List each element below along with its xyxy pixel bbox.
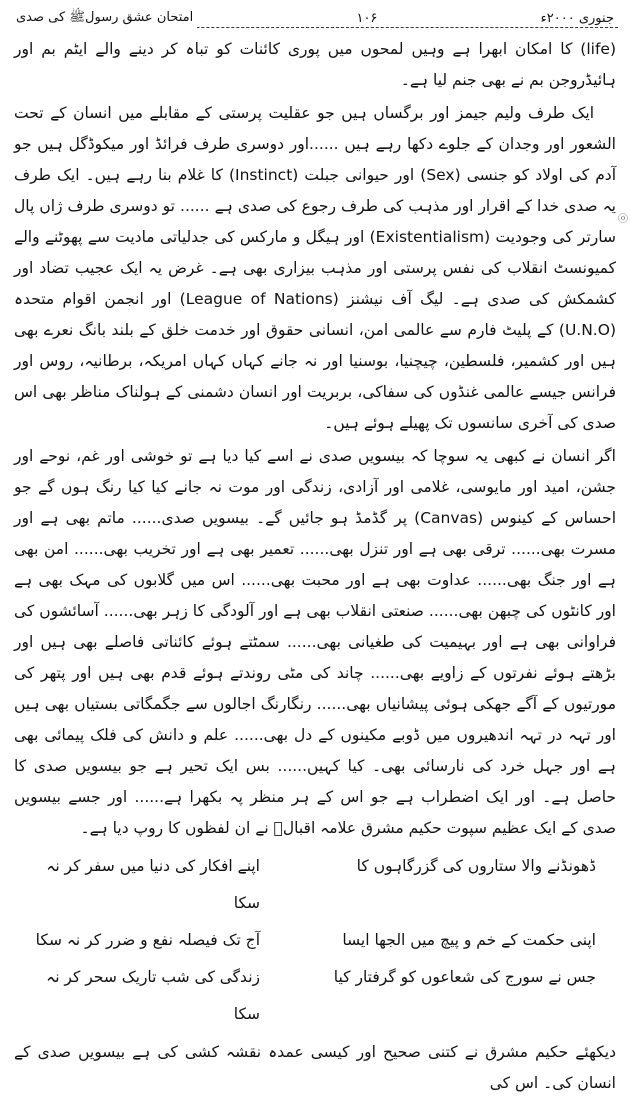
verse-1-first: ڈھونڈنے والا ستاروں کی گزرگاہوں کا <box>356 857 596 875</box>
header-title: امتحان عشق رسولﷺ کی صدی <box>12 9 197 28</box>
page-number: ۱۰۶ <box>352 11 381 26</box>
poem <box>34 848 596 1033</box>
page-header <box>12 6 618 30</box>
article-body <box>14 34 617 1092</box>
verse-2-second: آج تک فیصلہ نفع و ضرر کر نہ سکا <box>35 931 260 949</box>
closing-line: دیکھئے حکیم مشرق نے کتنی صحیح اور کیسی عمدہ نقشہ کشی کی ہے بیسویں صدی کے انسان کی۔ اس کی <box>14 1043 616 1092</box>
verse-3-first: جس نے سورج کی شعاعوں کو گرفتار کیا <box>333 968 596 986</box>
paragraph-2: ایک طرف ولیم جیمز اور برگساں ہیں جو عقلیت پرستی کے مقابلے میں انسان کے تحت الشعور اور وجدان کے جلوے دکھا رہے ہیں ......اور دوسری طرف فرائڈ اور میکوڈگل ہیں جو آدم کی اولاد کو جنسی (Sex) اور حیوانی جبلت (Instinct) کا غلام بنا رہے ہیں۔ ایک طرف یہ صدی خدا کے اقرار اور مذہب کی طرف رجوع کی صدی ہے ...... تو دوسری طرف ژاں پال سارتر کی وجودیت (Existentialism) اور ہیگل و مارکس کی جدلیاتی مادیت سے پھوٹنے والے کمیونسٹ انقلاب کی نفس پرستی اور مذہب بیزاری بھی ہے۔ غرض یہ ایک عجیب تضاد اور کشمکش کی صدی ہے۔ لیگ آف نیشنز (League of Nations) اور انجمن اقوام متحدہ (U.N.O) کے پلیٹ فارم سے عالمی امن، انسانی حقوق اور خدمت خلق کے بلند بانگ نعرے بھی ہیں اور کشمیر، فلسطین، چیچنیا، بوسنیا اور نہ جانے کہاں کہاں امریکہ، برطانیہ، روس اور فرانس جیسے عالمی غنڈوں کی سفاکی، بربریت اور انسان دشمنی کے ہولناک مناظر بھی اس صدی کی آخری سانسوں تک پھیلے ہوئے ہیں۔ <box>14 104 617 432</box>
verse-1-second: اپنے افکار کی دنیا میں سفر کر نہ سکا <box>46 857 260 912</box>
paragraph-1: (life) کا امکان ابھرا ہے وہیں لمحوں میں پوری کائنات کو تباہ کر دینے والے ایٹم بم اور ہائیڈروجن بم نے بھی جنم لیا ہے۔ <box>14 40 616 89</box>
verse-3-second: زندگی کی شب تاریک سحر کر نہ سکا <box>46 968 260 1023</box>
header-date: جنوری ۲۰۰۰ء <box>537 11 618 26</box>
verse-2-first: اپنی حکمت کے خم و پیچ میں الجھا ایسا <box>342 931 596 949</box>
margin-mark: ⓞ <box>618 214 628 225</box>
paragraph-3: اگر انسان نے کبھی یہ سوچا کہ بیسویں صدی نے اسے کیا دیا ہے تو خوشی اور غم، نوحے اور جشن، امید اور مایوسی، غلامی اور آزادی، زندگی اور موت نہ جانے کیا کیا رنگ ہوں گے جو احساس کے کینوس (Canvas) پر گڈمڈ ہو جائیں گے۔ بیسویں صدی...... ماتم بھی ہے اور مسرت بھی...... ترقی بھی ہے اور تنزل بھی...... تعمیر بھی ہے اور تخریب بھی...... امن بھی ہے اور جنگ بھی...... عداوت بھی ہے اور محبت بھی...... اس میں گلابوں کی مہک بھی ہے اور کانٹوں کی چبھن بھی...... صنعتی انقلاب بھی ہے اور آلودگی کا زہر بھی...... آسائشوں کی فراوانی بھی ہے اور بہیمیت کی طغیانی بھی...... سمٹتے ہوئے کائناتی فاصلے بھی ہیں اور بڑھتے ہوئے نفرتوں کے زاویے بھی...... چاند کی مٹی روندتے ہوئے قدم بھی ہیں اور پتھر کی مورتیوں کے آگے جھکی ہوئی پیشانیاں بھی...... رنگارنگ اجالوں سے جگمگاتی بستیاں بھی ہیں اور تہہ در تہہ اندھیروں میں ڈوبے مکینوں کے دل بھی...... علم و دانش کی فلک پیمائی بھی ہے اور جہل خرد کی نارسائی بھی۔ کیا کہیں...... بس ایک تحیر ہے جو بیسویں صدی کا حاصل ہے۔ اور ایک اضطراب ہے جو اس کے ہر منظر پہ بکھرا ہے...... اور جسے بیسویں صدی کے ایک عظیم سپوت حکیم مشرق علامہ اقبالؒ نے ان لفظوں کا روپ دیا ہے۔ <box>14 447 617 837</box>
